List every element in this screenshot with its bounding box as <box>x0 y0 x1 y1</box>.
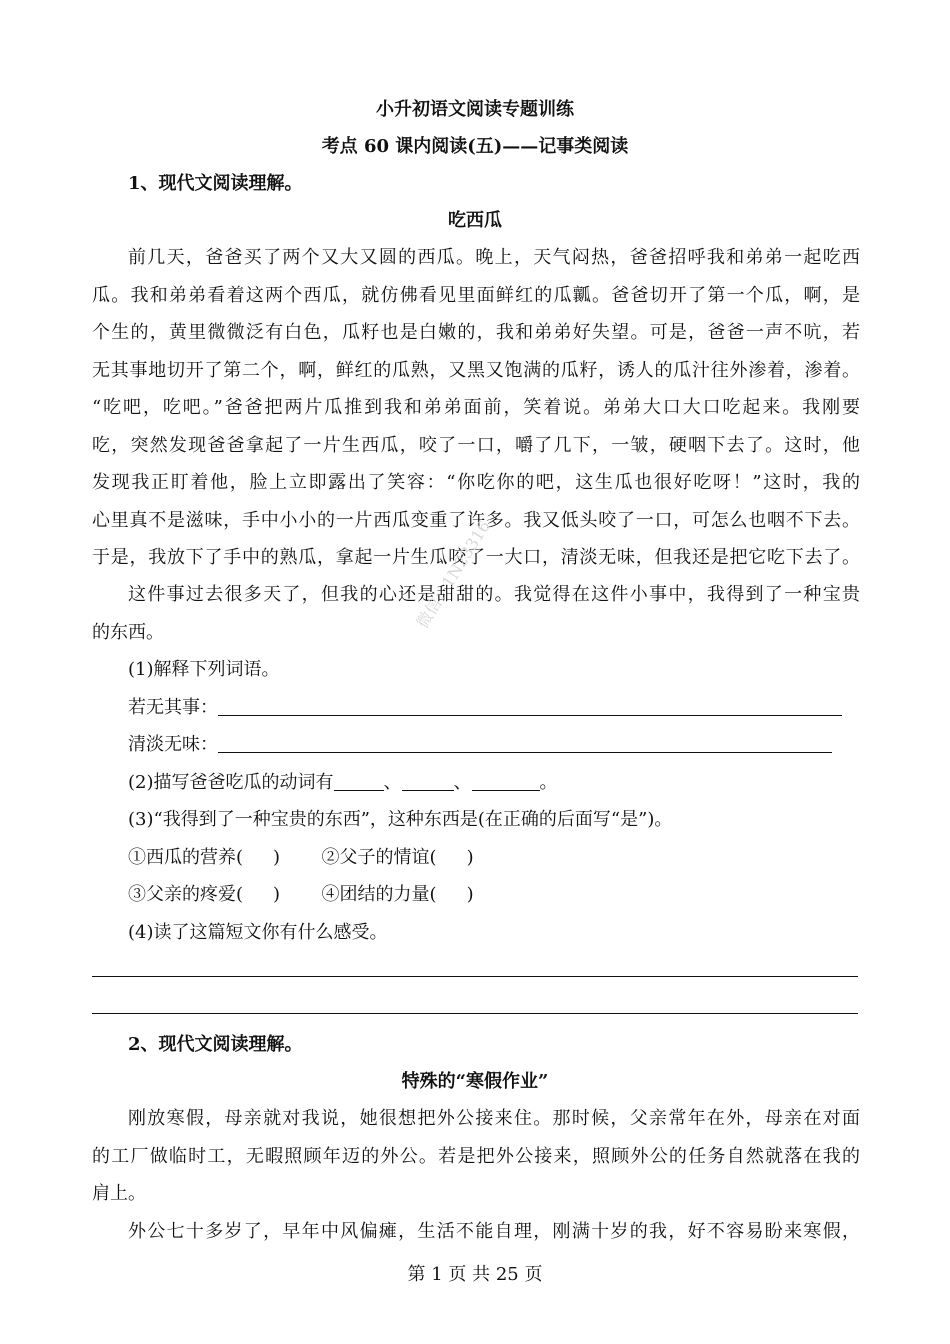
section2-heading: 2、现代文阅读理解。 <box>128 1034 303 1055</box>
page-number: 第 1 页 共 25 页 <box>407 1264 543 1285</box>
passage1-title: 吃西瓜 <box>448 210 502 231</box>
paren-close: ) <box>273 884 281 905</box>
question-1: (1)解释下列词语。 <box>128 659 280 680</box>
paren-close: ) <box>273 847 281 868</box>
passage2-line: 刚放寒假，母亲就对我说，她很想把外公接来住。那时候，父亲常年在外，母亲在对面 <box>128 1108 860 1129</box>
passage2-title: 特殊的“寒假作业” <box>401 1071 549 1092</box>
question-1a-label: 若无其事： <box>128 697 218 718</box>
passage1-line: “吃吧，吃吧。”爸爸把两片瓜推到我和弟弟面前，笑着说。弟弟大口大口吃起来。我刚要 <box>92 397 860 418</box>
answer-blank-2a[interactable] <box>334 772 384 791</box>
paren-close: ) <box>466 847 474 868</box>
question-1a <box>128 696 842 720</box>
answer-line-4b[interactable] <box>92 1013 858 1014</box>
question-2-label: (2)描写爸爸吃瓜的动词有 <box>128 772 334 793</box>
answer-blank-2b[interactable] <box>402 772 454 791</box>
passage1-line: 于是，我放下了手中的熟瓜，拿起一片生瓜咬了一大口，清淡无味，但我还是把它吃下去了。 <box>92 547 860 568</box>
question-4: (4)读了这篇短文你有什么感受。 <box>128 922 388 943</box>
question-1b <box>128 733 832 757</box>
passage2-line: 外公七十多岁了，早年中风偏瘫，生活不能自理，刚满十岁的我，好不容易盼来寒假， <box>128 1221 860 1242</box>
answer-blank-1a[interactable] <box>218 697 842 716</box>
separator: 、 <box>383 772 402 793</box>
passage1-line: 吃，突然发现爸爸拿起了一片生西瓜，咬了一口，嚼了几下，一皱，硬咽下去了。这时，他 <box>92 435 860 456</box>
option-1: ①西瓜的营养( <box>128 847 244 868</box>
option-2: ②父子的情谊( <box>321 847 437 868</box>
option-row <box>128 846 474 870</box>
passage1-line: 前几天，爸爸买了两个又大又圆的西瓜。晚上，天气闷热，爸爸招呼我和弟弟一起吃西 <box>128 247 860 268</box>
watermark: 微信：1N23316 <box>412 517 494 632</box>
passage2-line: 的工厂做临时工，无暇照顾年迈的外公。若是把外公接来，照顾外公的任务自然就落在我的 <box>92 1146 860 1167</box>
passage1-line: 无其事地切开了第二个，啊，鲜红的瓜熟，又黑又饱满的瓜籽，诱人的瓜汁往外渗着，渗着。 <box>92 360 860 381</box>
sentence-end: 。 <box>539 772 558 793</box>
passage2-line: 肩上。 <box>92 1183 146 1204</box>
passage1-line: 个生的，黄里微微泛有白色，瓜籽也是白嫩的，我和弟弟好失望。可是，爸爸一声不吭，若 <box>92 322 860 343</box>
question-2 <box>128 771 558 795</box>
option-row <box>128 883 474 907</box>
doc-title: 小升初语文阅读专题训练 <box>376 99 574 120</box>
answer-blank-1b[interactable] <box>218 734 832 753</box>
answer-line-4a[interactable] <box>92 976 858 977</box>
passage1-line: 这件事过去很多天了，但我的心还是甜甜的。我觉得在这件小事中，我得到了一种宝贵 <box>128 584 860 605</box>
paren-close: ) <box>466 884 474 905</box>
section1-heading: 1、现代文阅读理解。 <box>128 173 303 194</box>
option-4: ④团结的力量( <box>321 884 437 905</box>
doc-subtitle: 考点 60 课内阅读(五)——记事类阅读 <box>321 136 629 157</box>
passage1-line: 瓜。我和弟弟看着这两个西瓜，就仿佛看见里面鲜红的瓜瓤。爸爸切开了第一个瓜，啊，是 <box>92 285 860 306</box>
question-3: (3)“我得到了一种宝贵的东西”，这种东西是(在正确的后面写“是”)。 <box>128 809 673 830</box>
passage1-line: 发现我正盯着他，脸上立即露出了笑容：“你吃你的吧，这生瓜也很好吃呀！”这时，我的 <box>92 472 860 493</box>
answer-blank-2c[interactable] <box>472 772 540 791</box>
option-3: ③父亲的疼爱( <box>128 884 244 905</box>
passage1-line: 的东西。 <box>92 622 164 643</box>
passage1-line: 心里真不是滋味，手中小小的一片西瓜变重了许多。我又低头咬了一口，可怎么也咽不下去。 <box>92 510 860 531</box>
separator: 、 <box>453 772 472 793</box>
question-1b-label: 清淡无味： <box>128 734 218 755</box>
